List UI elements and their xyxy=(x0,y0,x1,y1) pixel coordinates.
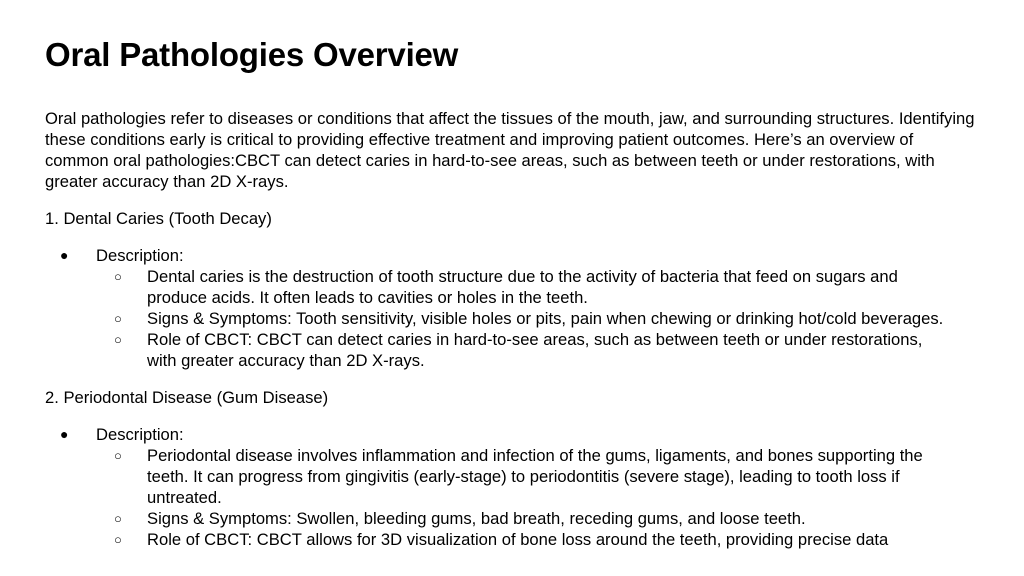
circle-bullet-icon: ○ xyxy=(114,332,122,347)
point-text: Dental caries is the destruction of tooth structure due to the activity of bacteria that feed on sugars and produce acids. It often leads to cavities or holes in the teeth. xyxy=(147,267,898,307)
circle-bullet-icon: ○ xyxy=(114,311,122,326)
disc-bullet-icon: ● xyxy=(60,426,69,442)
list-item xyxy=(45,424,985,550)
sub-list-item xyxy=(96,266,952,308)
sub-list-item xyxy=(96,529,952,550)
point-text: Role of CBCT: CBCT can detect caries in hard-to-see areas, such as between teeth or under restorations, with greater accuracy than 2D X-rays. xyxy=(147,330,923,370)
sub-list xyxy=(96,266,985,371)
section-heading-dental-caries: 1. Dental Caries (Tooth Decay) xyxy=(45,209,272,228)
sub-list-item xyxy=(96,445,952,508)
sub-list xyxy=(96,445,985,550)
sub-list-item xyxy=(96,308,952,329)
point-text: Signs & Symptoms: Tooth sensitivity, visible holes or pits, pain when chewing or drinking hot/cold beverages. xyxy=(147,309,944,328)
circle-bullet-icon: ○ xyxy=(114,269,122,284)
disc-bullet-icon: ● xyxy=(60,247,69,263)
document-page xyxy=(45,33,985,550)
description-label: Description: xyxy=(96,246,184,265)
section-heading-periodontal-disease: 2. Periodontal Disease (Gum Disease) xyxy=(45,388,329,407)
list-item xyxy=(45,245,985,371)
point-text: Role of CBCT: CBCT allows for 3D visualization of bone loss around the teeth, providing precise data xyxy=(147,530,889,549)
section-list-dental-caries xyxy=(45,245,985,371)
circle-bullet-icon: ○ xyxy=(114,511,122,526)
section-list-periodontal-disease xyxy=(45,424,985,550)
point-text: Periodontal disease involves inflammation and infection of the gums, ligaments, and bones supporting the teeth. It can progress from gingivitis (early-stage) to periodontitis (severe stage), leading to tooth loss if untreated. xyxy=(147,446,923,507)
circle-bullet-icon: ○ xyxy=(114,532,122,547)
sub-list-item xyxy=(96,508,952,529)
intro-paragraph: Oral pathologies refer to diseases or conditions that affect the tissues of the mouth, jaw, and surrounding structures. Identifying these conditions early is critical to providing effective treatment and improving patient outcomes. Here’s an overview of common oral pathologies:CBCT can detect caries in hard-to-see areas, such as between teeth or under restorations, with greater accuracy than 2D X-rays. xyxy=(45,109,975,191)
sub-list-item xyxy=(96,329,952,371)
description-label: Description: xyxy=(96,425,184,444)
point-text: Signs & Symptoms: Swollen, bleeding gums, bad breath, receding gums, and loose teeth. xyxy=(147,509,806,528)
circle-bullet-icon: ○ xyxy=(114,448,122,463)
page-title: Oral Pathologies Overview xyxy=(45,36,459,73)
